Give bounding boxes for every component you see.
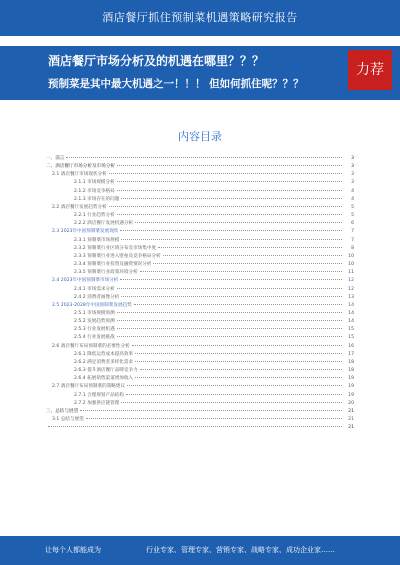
toc-entry-page: 7 <box>351 237 354 243</box>
toc-leader <box>134 304 342 305</box>
toc-entry-text: 2.7.1 合理规划产品结构 <box>74 392 124 398</box>
toc-entry[interactable] <box>46 171 354 179</box>
toc-entry-page: 7 <box>351 229 354 235</box>
toc-entry-text: 二、酒店餐厅市场分析及市场分析 <box>46 164 115 170</box>
toc-leader <box>109 173 342 174</box>
toc-entry-text: 2.7.2 加强供应链管理 <box>74 400 120 406</box>
toc-entry-text: 2.1 酒店餐厅市场现状分析 <box>52 172 107 178</box>
toc-entry-text: 2.3.3 预制菜行业进入壁垒及竞争格局分析 <box>74 253 161 259</box>
toc-entry-page: 3 <box>351 180 354 186</box>
toc-entry-text: 2.4.1 市场需求分析 <box>74 286 115 292</box>
toc-entry-page: 14 <box>348 319 354 325</box>
toc-entry-page: 21 <box>348 417 354 422</box>
toc-entry-page: 10 <box>348 262 354 268</box>
toc-entry-text: 2.3.5 预制菜行业政策环境分析 <box>74 270 138 276</box>
toc-entry[interactable] <box>46 237 354 245</box>
toc-entry-text: 2.5 2023-2028年中国预制菜发展趋势 <box>52 302 132 308</box>
toc-entry[interactable] <box>46 269 354 277</box>
toc-entry-page: 3 <box>351 156 354 161</box>
toc-entry-page: 20 <box>348 400 354 406</box>
toc-leader <box>135 361 342 362</box>
toc-leader <box>117 190 342 191</box>
toc-entry[interactable] <box>46 359 354 367</box>
toc-entry-text: 2.2.2 酒店餐厅发展机遇分析 <box>74 221 134 227</box>
toc-leader <box>135 353 342 354</box>
toc-entry[interactable] <box>46 318 354 326</box>
toc-entry[interactable] <box>46 261 354 269</box>
toc-leader <box>117 320 342 321</box>
toc-entry-page: 15 <box>348 327 354 333</box>
toc-entry-page: 15 <box>348 335 354 341</box>
toc-leader <box>121 198 342 199</box>
toc-entry-text: 三、总结与展望 <box>46 408 79 414</box>
toc-leader <box>132 345 342 346</box>
toc-leader <box>126 394 342 395</box>
toc-entry-text: 2.1.1 市场规模分析 <box>74 180 115 186</box>
toc-entry-page: 14 <box>348 302 354 308</box>
recommend-badge: 力荐 <box>348 50 392 90</box>
toc-entry-page: 12 <box>348 286 354 292</box>
toc-entry-page: 19 <box>348 376 354 382</box>
toc-entry[interactable] <box>46 310 354 318</box>
hero-subheadline: 预制菜是其中最大机遇之一！！！ 但如何抓住呢？？？ <box>48 78 304 90</box>
toc-entry[interactable] <box>46 367 354 375</box>
toc-title: 内容目录 <box>178 130 222 143</box>
toc-entry-text: 2.1.2 市场竞争格局 <box>74 188 115 194</box>
toc-entry[interactable] <box>46 424 354 432</box>
toc-entry-page: 14 <box>348 310 354 316</box>
toc-entry-page: 19 <box>348 392 354 398</box>
toc-entry-text: 一、前言 <box>46 156 65 161</box>
toc-entry-text: 2.5.1 市场规模预测 <box>74 310 115 316</box>
toc-entry-text: 2.6.2 满足消费者多样化需求 <box>74 359 134 365</box>
toc-entry-text: 2.4 2023年中国预制菜市场分析 <box>52 278 119 284</box>
toc-leader <box>140 369 342 370</box>
toc-entry-text: 3.1 总结与展望 <box>52 417 84 422</box>
toc-entry[interactable] <box>46 326 354 334</box>
toc-entry-text: 2.6.1 降低运营成本提高效率 <box>74 351 134 357</box>
toc-leader <box>109 206 342 207</box>
toc-entry-page: 13 <box>348 294 354 300</box>
toc-entry-page: 12 <box>348 278 354 284</box>
toc-entry[interactable] <box>46 383 354 391</box>
toc-entry[interactable] <box>46 253 354 261</box>
toc-entry-page: 3 <box>351 172 354 178</box>
toc-entry-text: 2.2.1 行业趋势分析 <box>74 213 115 219</box>
toc-entry[interactable] <box>46 220 354 228</box>
report-title: 酒店餐厅抓住预制菜机遇策略研究报告 <box>102 11 298 24</box>
toc-entry-text: 2.6.3 提升酒店餐厅品牌竞争力 <box>74 368 138 374</box>
toc-leader <box>121 402 342 403</box>
toc-entry[interactable] <box>46 245 354 253</box>
table-of-contents <box>46 155 354 432</box>
toc-entry-page: 11 <box>348 270 354 276</box>
toc-entry[interactable] <box>46 196 354 204</box>
toc-entry-text: 2.3.4 预制菜行业投资及融资情况分析 <box>74 262 152 268</box>
toc-entry-page: 18 <box>348 359 354 365</box>
toc-entry[interactable] <box>46 163 354 171</box>
toc-entry[interactable] <box>46 351 354 359</box>
toc-entry[interactable] <box>46 286 354 294</box>
toc-leader <box>48 426 342 427</box>
toc-entry-text: 2.5.3 行业发展机遇 <box>74 327 115 333</box>
toc-leader <box>80 410 342 411</box>
toc-leader <box>117 181 342 182</box>
toc-entry[interactable] <box>46 392 354 400</box>
toc-entry[interactable] <box>46 188 354 196</box>
toc-leader <box>120 279 342 280</box>
toc-leader <box>117 328 342 329</box>
toc-leader <box>66 157 342 158</box>
toc-entry-page: 17 <box>348 351 354 357</box>
toc-leader <box>127 385 342 386</box>
toc-entry[interactable] <box>46 400 354 408</box>
toc-entry-page: 10 <box>348 253 354 259</box>
toc-entry[interactable] <box>46 334 354 342</box>
toc-entry-page: 6 <box>351 221 354 227</box>
toc-entry-text: 2.4.2 消费者画像分析 <box>74 294 120 300</box>
toc-entry-text: 2.3.2 预制菜行业区域分布及市场集中度 <box>74 245 157 251</box>
toc-leader <box>117 312 342 313</box>
toc-entry-text: 2.2 酒店餐厅发展趋势分析 <box>52 204 107 210</box>
toc-entry-text: 2.5.4 行业发展挑战 <box>74 335 115 341</box>
toc-entry-page: 5 <box>351 204 354 210</box>
toc-entry[interactable] <box>46 343 354 351</box>
toc-entry[interactable] <box>46 408 354 416</box>
toc-entry-page: 21 <box>348 408 354 414</box>
toc-leader <box>163 255 342 256</box>
toc-entry[interactable] <box>46 155 354 163</box>
toc-entry[interactable] <box>46 294 354 302</box>
toc-entry-page: 16 <box>348 343 354 349</box>
toc-entry-text: 2.3 2023年中国预制菜发展现状 <box>52 229 119 235</box>
hero-headline: 酒店餐厅市场分析及的机遇在哪里？？？ <box>48 54 265 68</box>
toc-entry-page: 4 <box>351 196 354 202</box>
toc-leader <box>117 288 342 289</box>
toc-leader <box>117 165 342 166</box>
toc-leader <box>135 222 342 223</box>
toc-entry-text: 2.1.3 市场存在的问题 <box>74 196 120 202</box>
footer-roles: 行业专家、管理专家、营销专家、战略专家、成功企业家…… <box>146 546 335 554</box>
toc-leader <box>140 271 342 272</box>
header-band <box>0 0 400 36</box>
toc-leader <box>117 336 342 337</box>
toc-entry[interactable] <box>46 179 354 187</box>
toc-leader <box>121 296 342 297</box>
toc-entry-text: 2.6.4 拓展销售渠道增加收入 <box>74 376 134 382</box>
toc-entry[interactable] <box>46 302 354 310</box>
toc-entry-text: 2.7 酒店餐厅布局预制菜的策略建议 <box>52 384 126 390</box>
toc-entry[interactable] <box>46 212 354 220</box>
toc-leader <box>158 247 342 248</box>
toc-leader <box>117 214 342 215</box>
toc-entry-text: 2.6 酒店餐厅布局预制菜的必要性分析 <box>52 343 130 349</box>
toc-entry[interactable] <box>46 416 354 424</box>
toc-leader <box>120 230 342 231</box>
toc-leader <box>153 263 342 264</box>
toc-leader <box>86 418 342 419</box>
toc-entry-page: 5 <box>351 213 354 219</box>
toc-entry-text: 2.5.2 发展趋势预测 <box>74 319 115 325</box>
toc-entry-page: 3 <box>351 164 354 170</box>
toc-entry-text: 2.3.1 预制菜市场规模 <box>74 237 120 243</box>
toc-leader <box>121 239 342 240</box>
toc-entry[interactable] <box>46 204 354 212</box>
hero-banner <box>0 46 400 100</box>
footer-lead: 让每个人都能成为 <box>45 546 101 554</box>
toc-entry-page: 19 <box>348 384 354 390</box>
toc-entry-page: 8 <box>351 245 354 251</box>
toc-entry[interactable] <box>46 375 354 383</box>
toc-entry-page: 18 <box>348 368 354 374</box>
toc-entry-page: 21 <box>348 425 354 431</box>
toc-entry[interactable] <box>46 228 354 236</box>
toc-entry-page: 4 <box>351 188 354 194</box>
footer-band <box>0 536 400 565</box>
toc-leader <box>135 377 342 378</box>
toc-entry[interactable] <box>46 277 354 285</box>
